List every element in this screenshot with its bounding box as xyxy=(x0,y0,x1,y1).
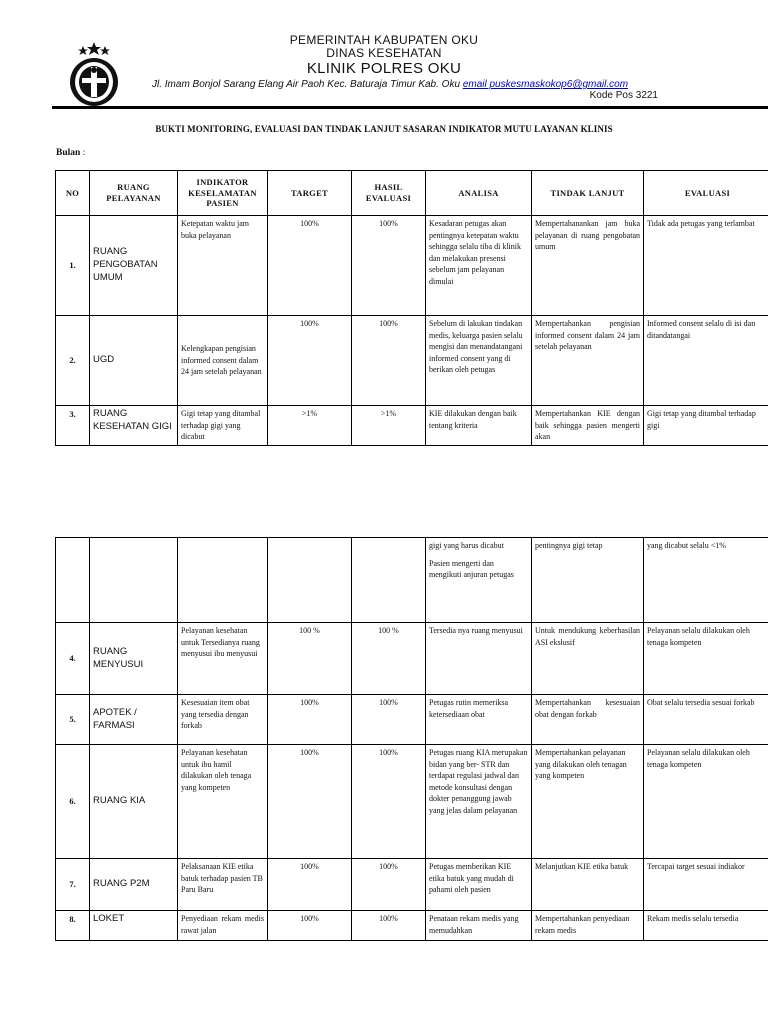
row-analysis xyxy=(426,538,532,623)
row-evaluation: Rekam medis selalu tersedia xyxy=(644,911,768,941)
row-result: >1% xyxy=(352,406,426,446)
row-result: 100% xyxy=(352,745,426,859)
row-followup: Mempertahankan KIE dengan baik sehingga pasien mengerti akan xyxy=(532,406,644,446)
row-no: 6. xyxy=(56,745,90,859)
table-row xyxy=(56,406,768,446)
row-no: 2. xyxy=(56,316,90,406)
row-result: 100% xyxy=(352,911,426,941)
row-followup: Mempertahankan pengisian informed consent dalam 24 jam setelah pelayanan xyxy=(532,316,644,406)
row-evaluation: Informed consent selalu di isi dan ditandatangai xyxy=(644,316,768,406)
row-room: RUANG KIA xyxy=(90,745,178,859)
header-result: HASIL EVALUASI xyxy=(352,171,426,216)
row-no: 8. xyxy=(56,911,90,941)
table-row xyxy=(56,745,768,859)
table-row xyxy=(56,859,768,911)
row-analysis: Petugas rutin memeriksa ketersediaan obat xyxy=(426,695,532,745)
analysis-note: Pasien mengerti dan mengikuti anjuran petugas xyxy=(429,558,514,580)
row-no: 1. xyxy=(56,216,90,316)
header-room: RUANG PELAYANAN xyxy=(90,171,178,216)
clinic-name: KLINIK POLRES OKU xyxy=(306,60,462,77)
month-label: Bulan xyxy=(56,148,81,158)
row-result: 100 % xyxy=(352,623,426,695)
header-target: TARGET xyxy=(268,171,352,216)
row-indicator: Ketepatan waktu jam buka pelayanan xyxy=(178,216,268,316)
row-target: 100 % xyxy=(268,623,352,695)
row-indicator: Pelayanan kesehatan untuk Tersedianya ruang menyusui ibu menyusui xyxy=(178,623,268,695)
header-followup: TINDAK LANJUT xyxy=(532,171,644,216)
row-target: 100% xyxy=(268,745,352,859)
row-target: 100% xyxy=(268,911,352,941)
row-followup: Mempertahankan pelayanan yang dilakukan oleh tenagan yang kompeten xyxy=(532,745,644,859)
row-room: UGD xyxy=(90,316,178,406)
row-evaluation: yang dicabut selalu <1% xyxy=(644,538,768,623)
row-indicator: Pelaksanaan KIE etika batuk terhadap pasien TB Paru Baru xyxy=(178,859,268,911)
analysis-continued: gigi yang harus dicabut xyxy=(429,541,504,550)
row-followup: Mempertahanankan jam buka pelayanan di ruang pengobatan umum xyxy=(532,216,644,316)
row-target: >1% xyxy=(268,406,352,446)
row-indicator: Gigi tetap yang ditambal terhadap gigi yang dicabut xyxy=(178,406,268,446)
row-evaluation: Gigi tetap yang ditambal terhadap gigi xyxy=(644,406,768,446)
indicator-table-part2 xyxy=(55,537,768,941)
table-row xyxy=(56,623,768,695)
header-analysis: ANALISA xyxy=(426,171,532,216)
row-target: 100% xyxy=(268,859,352,911)
row-followup: pentingnya gigi tetap xyxy=(532,538,644,623)
row-no: 3. xyxy=(56,406,90,446)
row-room: RUANG P2M xyxy=(90,859,178,911)
header-indicator: INDIKATOR KESELAMATAN PASIEN xyxy=(178,171,268,216)
header-evaluation: EVALUASI xyxy=(644,171,768,216)
row-followup: Melanjutkan KIE etika batuk xyxy=(532,859,644,911)
address: Jl. Imam Bonjol Sarang Elang Air Paoh Kec. Baturaja Timur Kab. Oku xyxy=(152,79,461,90)
row-room: RUANG PENGOBATAN UMUM xyxy=(90,216,178,316)
letterhead-divider xyxy=(52,106,768,109)
row-followup: Untuk mendukung keberhasilan ASI ekslusif xyxy=(532,623,644,695)
address-line xyxy=(152,79,628,90)
email-link[interactable]: email puskesmaskokop6@gmail.com xyxy=(462,79,629,90)
letterhead xyxy=(0,0,768,110)
month-colon: : xyxy=(80,148,86,158)
indicator-table-part1 xyxy=(55,170,768,446)
row-target: 100% xyxy=(268,316,352,406)
table-row xyxy=(56,316,768,406)
row-room: RUANG MENYUSUI xyxy=(90,623,178,695)
row-analysis: Petugas ruang KIA merupakan bidan yang ber- STR dan terdapat regulasi jadwal dan metode konsultasi dengan dokter penanggung jawab yang jelas dalam pelayanan xyxy=(426,745,532,859)
row-analysis: Sebelum di lakukan tindakan medis, keluarga pasien selalu mengisi dan menandatangani informed consent yang di berikan oleh petugas xyxy=(426,316,532,406)
row-evaluation: Pelayanan selalu dilakukan oleh tenaga kompeten xyxy=(644,623,768,695)
row-result: 100% xyxy=(352,316,426,406)
table-row xyxy=(56,695,768,745)
row-analysis: Petugas memberikan KIE etika batuk yang mudah di pahami oleh pasien xyxy=(426,859,532,911)
row-evaluation: Tercapai target sesuai indiakor xyxy=(644,859,768,911)
row-evaluation: Tidak ada petugas yang terlambat xyxy=(644,216,768,316)
row-followup: Mempertahankan penyediaan rekam medis xyxy=(532,911,644,941)
row-indicator: Kelengkapan pengisian informed consent dalam 24 jam setelah pelayanan xyxy=(178,316,268,406)
row-result: 100% xyxy=(352,859,426,911)
row-followup: Mempertahankan kesesuaian obat dengan forkab xyxy=(532,695,644,745)
org-name-line2: DINAS KESEHATAN xyxy=(326,46,442,60)
row-no: 7. xyxy=(56,859,90,911)
row-analysis: KIE dilakukan dengan baik tentang kriteria xyxy=(426,406,532,446)
row-room: RUANG KESEHATAN GIGI xyxy=(90,406,178,446)
header-no: NO xyxy=(56,171,90,216)
row-room: APOTEK / FARMASI xyxy=(90,695,178,745)
row-result: 100% xyxy=(352,216,426,316)
row-evaluation: Pelayanan selalu dilakukan oleh tenaga kompeten xyxy=(644,745,768,859)
month-line xyxy=(56,148,85,158)
table-row-continuation xyxy=(56,538,768,623)
row-no: 5. xyxy=(56,695,90,745)
row-no: 4. xyxy=(56,623,90,695)
postcode: Kode Pos 3221 xyxy=(589,90,658,101)
row-analysis: Tersedia nya ruang menyusui xyxy=(426,623,532,695)
org-name-line1: PEMERINTAH KABUPATEN OKU xyxy=(289,33,479,47)
row-result: 100% xyxy=(352,695,426,745)
row-evaluation: Obat selalu tersedia sesuai forkab xyxy=(644,695,768,745)
row-analysis: Kesadaran petugas akan pentingnya ketepatan waktu sehingga selalu tiba di klinik dan melakukan presensi sebelum jam pelayanan dimulai xyxy=(426,216,532,316)
document-title: BUKTI MONITORING, EVALUASI DAN TINDAK LANJUT SASARAN INDIKATOR MUTU LAYANAN KLINIS xyxy=(155,124,613,134)
row-analysis: Penataan rekam medis yang memudahkan xyxy=(426,911,532,941)
table-row xyxy=(56,216,768,316)
row-indicator: Penyediaan rekam medis rawat jalan xyxy=(178,911,268,941)
row-indicator: Kesesuaian item obat yang tersedia dengan forkab xyxy=(178,695,268,745)
row-room: LOKET xyxy=(90,911,178,941)
row-indicator: Pelayanan kesehatan untuk ibu hamil dilakukan oleh tenaga yang kompeten xyxy=(178,745,268,859)
row-target: 100% xyxy=(268,695,352,745)
table-row xyxy=(56,911,768,941)
row-target: 100% xyxy=(268,216,352,316)
table-header-row xyxy=(56,171,768,216)
